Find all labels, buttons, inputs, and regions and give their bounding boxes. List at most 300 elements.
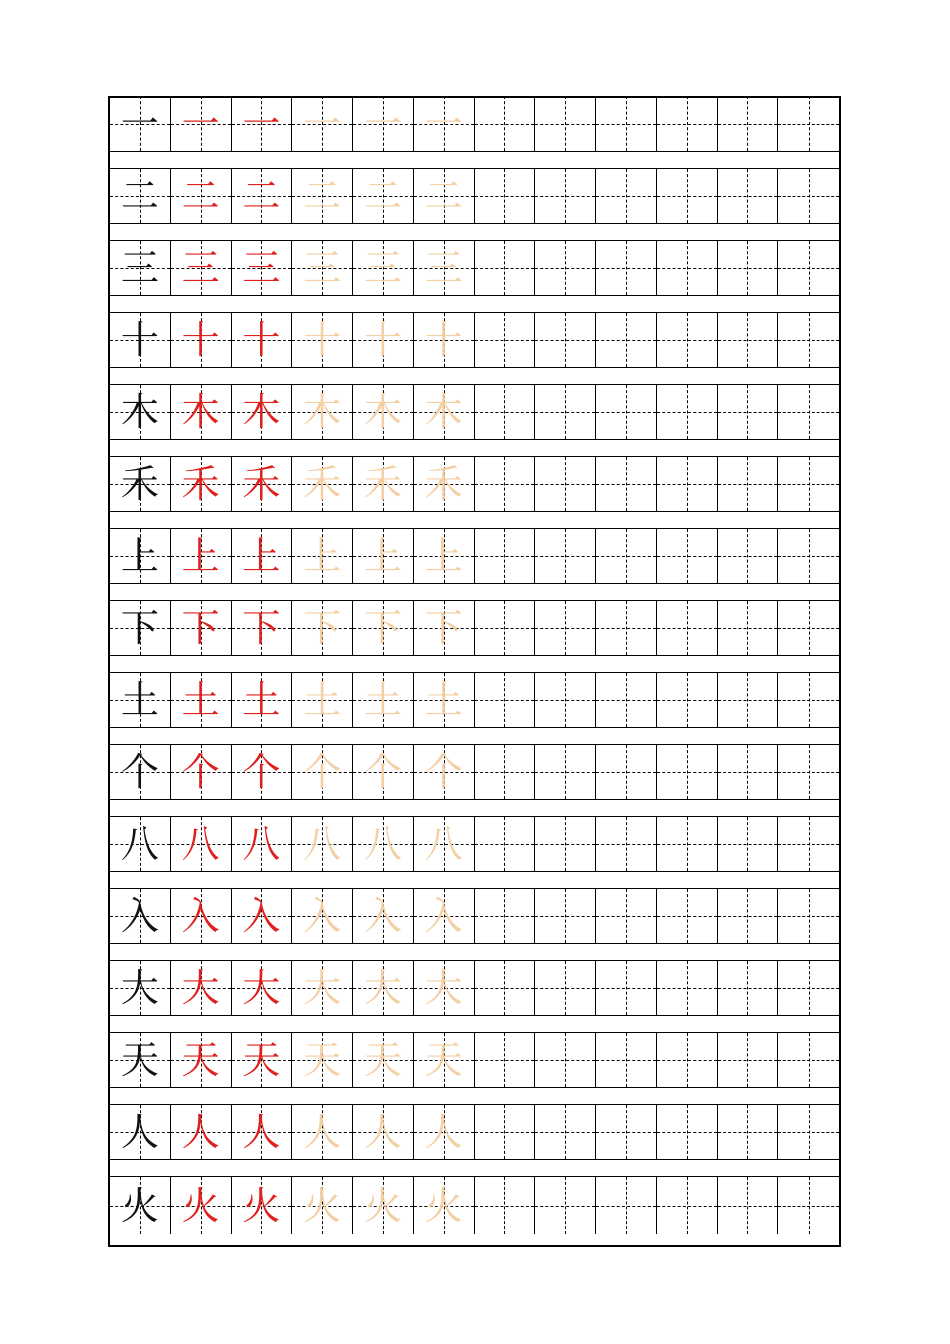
vertical-guide-line: [565, 1177, 566, 1234]
trace-character: 八: [363, 822, 402, 866]
vertical-guide-line: [504, 1033, 505, 1087]
model-character: 土: [120, 678, 159, 722]
vertical-guide-line: [626, 457, 627, 511]
vertical-guide-line: [504, 241, 505, 295]
blank-practice-cell[interactable]: [475, 457, 536, 511]
practice-row: [110, 168, 839, 224]
trace-character: 人: [424, 1110, 463, 1154]
tracing-cell: [292, 385, 353, 439]
blank-practice-cell[interactable]: [596, 745, 657, 799]
tracing-cell: [292, 313, 353, 367]
practice-row: [110, 672, 839, 728]
blank-practice-cell[interactable]: [718, 313, 779, 367]
model-character: 天: [120, 1038, 159, 1082]
tracing-cell: [232, 529, 293, 583]
trace-character: 个: [363, 750, 402, 794]
blank-practice-cell[interactable]: [718, 385, 779, 439]
tracing-cell: [353, 601, 414, 655]
tracing-cell: [353, 457, 414, 511]
tracing-cell: [414, 1105, 475, 1159]
vertical-guide-line: [809, 1177, 810, 1234]
blank-practice-cell[interactable]: [657, 1177, 718, 1234]
model-character-cell: [110, 169, 171, 223]
tracing-cell: [353, 313, 414, 367]
trace-character: 土: [363, 678, 402, 722]
tracing-cell: [414, 961, 475, 1015]
blank-practice-cell[interactable]: [657, 745, 718, 799]
tracing-cell: [414, 1177, 475, 1234]
blank-practice-cell[interactable]: [778, 457, 839, 511]
trace-character: 禾: [424, 462, 463, 506]
vertical-guide-line: [809, 96, 810, 151]
tracing-cell: [414, 817, 475, 871]
tracing-cell: [232, 673, 293, 727]
vertical-guide-line: [809, 673, 810, 727]
blank-practice-cell[interactable]: [535, 457, 596, 511]
model-character-cell: [110, 241, 171, 295]
blank-practice-cell[interactable]: [535, 601, 596, 655]
blank-practice-cell[interactable]: [475, 745, 536, 799]
blank-practice-cell[interactable]: [718, 817, 779, 871]
vertical-guide-line: [747, 529, 748, 583]
trace-character: 禾: [363, 462, 402, 506]
vertical-guide-line: [565, 457, 566, 511]
trace-character: 土: [242, 678, 281, 722]
blank-practice-cell[interactable]: [718, 529, 779, 583]
vertical-guide-line: [809, 817, 810, 871]
tracing-cell: [292, 745, 353, 799]
blank-practice-cell[interactable]: [535, 1033, 596, 1087]
tracing-cell: [353, 96, 414, 151]
vertical-guide-line: [747, 817, 748, 871]
blank-practice-cell[interactable]: [535, 385, 596, 439]
trace-character: 天: [181, 1038, 220, 1082]
trace-character: 木: [363, 390, 402, 434]
trace-character: 一: [363, 101, 402, 146]
tracing-cell: [353, 673, 414, 727]
trace-character: 二: [303, 174, 342, 218]
vertical-guide-line: [687, 457, 688, 511]
blank-practice-cell[interactable]: [596, 169, 657, 223]
model-character: 入: [120, 894, 159, 938]
vertical-guide-line: [809, 1033, 810, 1087]
blank-practice-cell[interactable]: [657, 457, 718, 511]
blank-practice-cell[interactable]: [718, 457, 779, 511]
tracing-cell: [171, 1177, 232, 1234]
blank-practice-cell[interactable]: [657, 1105, 718, 1159]
vertical-guide-line: [809, 961, 810, 1015]
trace-character: 下: [303, 606, 342, 650]
vertical-guide-line: [809, 385, 810, 439]
blank-practice-cell[interactable]: [475, 1105, 536, 1159]
trace-character: 下: [424, 606, 463, 650]
blank-practice-cell[interactable]: [475, 817, 536, 871]
blank-practice-cell[interactable]: [596, 1177, 657, 1234]
blank-practice-cell[interactable]: [718, 169, 779, 223]
blank-practice-cell[interactable]: [718, 673, 779, 727]
tracing-cell: [292, 817, 353, 871]
blank-practice-cell[interactable]: [535, 1105, 596, 1159]
blank-practice-cell[interactable]: [596, 457, 657, 511]
tracing-cell: [353, 1105, 414, 1159]
blank-practice-cell[interactable]: [596, 385, 657, 439]
vertical-guide-line: [809, 745, 810, 799]
model-character: 禾: [120, 462, 159, 506]
trace-character: 火: [303, 1183, 342, 1228]
blank-practice-cell[interactable]: [535, 1177, 596, 1234]
blank-practice-cell[interactable]: [778, 241, 839, 295]
tracing-cell: [232, 457, 293, 511]
vertical-guide-line: [747, 1177, 748, 1234]
vertical-guide-line: [687, 529, 688, 583]
vertical-guide-line: [565, 169, 566, 223]
trace-character: 大: [181, 966, 220, 1010]
trace-character: 二: [363, 174, 402, 218]
model-character: 三: [120, 246, 159, 290]
tracing-cell: [292, 961, 353, 1015]
trace-character: 木: [242, 390, 281, 434]
practice-row: [110, 240, 839, 296]
trace-character: 十: [181, 318, 220, 362]
blank-practice-cell[interactable]: [535, 313, 596, 367]
blank-practice-cell[interactable]: [778, 1105, 839, 1159]
vertical-guide-line: [504, 817, 505, 871]
vertical-guide-line: [747, 1105, 748, 1159]
trace-character: 大: [242, 966, 281, 1010]
trace-character: 上: [363, 534, 402, 578]
practice-row: [110, 1104, 839, 1160]
vertical-guide-line: [687, 1177, 688, 1234]
model-character-cell: [110, 457, 171, 511]
vertical-guide-line: [565, 745, 566, 799]
blank-practice-cell[interactable]: [657, 1033, 718, 1087]
blank-practice-cell[interactable]: [475, 241, 536, 295]
trace-character: 十: [424, 318, 463, 362]
tracing-cell: [171, 961, 232, 1015]
practice-row: [110, 600, 839, 656]
model-character: 二: [120, 174, 159, 218]
trace-character: 个: [181, 750, 220, 794]
blank-practice-cell[interactable]: [475, 529, 536, 583]
blank-practice-cell[interactable]: [535, 889, 596, 943]
blank-practice-cell[interactable]: [596, 1105, 657, 1159]
tracing-cell: [232, 1177, 293, 1234]
blank-practice-cell[interactable]: [718, 961, 779, 1015]
blank-practice-cell[interactable]: [596, 313, 657, 367]
tracing-cell: [232, 601, 293, 655]
vertical-guide-line: [626, 889, 627, 943]
vertical-guide-line: [626, 961, 627, 1015]
blank-practice-cell[interactable]: [778, 745, 839, 799]
model-character-cell: [110, 817, 171, 871]
trace-character: 个: [242, 750, 281, 794]
tracing-cell: [292, 241, 353, 295]
blank-practice-cell[interactable]: [657, 961, 718, 1015]
tracing-cell: [414, 96, 475, 151]
trace-character: 上: [242, 534, 281, 578]
vertical-guide-line: [504, 96, 505, 151]
vertical-guide-line: [565, 961, 566, 1015]
vertical-guide-line: [747, 169, 748, 223]
blank-practice-cell[interactable]: [657, 529, 718, 583]
model-character-cell: [110, 1033, 171, 1087]
vertical-guide-line: [809, 529, 810, 583]
vertical-guide-line: [747, 889, 748, 943]
vertical-guide-line: [687, 169, 688, 223]
model-character-cell: [110, 961, 171, 1015]
vertical-guide-line: [809, 313, 810, 367]
vertical-guide-line: [504, 745, 505, 799]
trace-character: 入: [363, 894, 402, 938]
tracing-cell: [292, 673, 353, 727]
trace-character: 入: [303, 894, 342, 938]
model-character: 上: [120, 534, 159, 578]
tracing-cell: [232, 1105, 293, 1159]
tracing-cell: [292, 1105, 353, 1159]
model-character-cell: [110, 601, 171, 655]
trace-character: 个: [424, 750, 463, 794]
tracing-cell: [171, 1105, 232, 1159]
tracing-cell: [232, 169, 293, 223]
trace-character: 入: [242, 894, 281, 938]
vertical-guide-line: [687, 1033, 688, 1087]
trace-character: 人: [181, 1110, 220, 1154]
vertical-guide-line: [504, 601, 505, 655]
trace-character: 一: [424, 101, 463, 146]
blank-practice-cell[interactable]: [657, 889, 718, 943]
vertical-guide-line: [626, 385, 627, 439]
vertical-guide-line: [687, 961, 688, 1015]
blank-practice-cell[interactable]: [657, 601, 718, 655]
trace-character: 大: [363, 966, 402, 1010]
model-character-cell: [110, 673, 171, 727]
blank-practice-cell[interactable]: [778, 313, 839, 367]
blank-practice-cell[interactable]: [657, 241, 718, 295]
blank-practice-cell[interactable]: [475, 961, 536, 1015]
trace-character: 木: [181, 390, 220, 434]
trace-character: 十: [363, 318, 402, 362]
blank-practice-cell[interactable]: [778, 529, 839, 583]
trace-character: 天: [363, 1038, 402, 1082]
blank-practice-cell[interactable]: [596, 817, 657, 871]
trace-character: 三: [181, 246, 220, 290]
blank-practice-cell[interactable]: [535, 96, 596, 151]
tracing-cell: [232, 745, 293, 799]
blank-practice-cell[interactable]: [475, 1177, 536, 1234]
blank-practice-cell[interactable]: [475, 889, 536, 943]
trace-character: 火: [181, 1183, 220, 1228]
vertical-guide-line: [747, 745, 748, 799]
model-character: 八: [120, 822, 159, 866]
tracing-cell: [414, 457, 475, 511]
blank-practice-cell[interactable]: [657, 385, 718, 439]
tracing-cell: [171, 817, 232, 871]
trace-character: 天: [424, 1038, 463, 1082]
blank-practice-cell[interactable]: [718, 601, 779, 655]
trace-character: 十: [303, 318, 342, 362]
blank-practice-cell[interactable]: [596, 241, 657, 295]
vertical-guide-line: [809, 601, 810, 655]
trace-character: 火: [424, 1183, 463, 1228]
vertical-guide-line: [687, 313, 688, 367]
blank-practice-cell[interactable]: [535, 169, 596, 223]
tracing-cell: [232, 96, 293, 151]
trace-character: 八: [181, 822, 220, 866]
blank-practice-cell[interactable]: [535, 673, 596, 727]
trace-character: 大: [424, 966, 463, 1010]
vertical-guide-line: [809, 169, 810, 223]
blank-practice-cell[interactable]: [535, 745, 596, 799]
practice-row: [110, 1032, 839, 1088]
blank-practice-cell[interactable]: [535, 241, 596, 295]
blank-practice-cell[interactable]: [535, 817, 596, 871]
blank-practice-cell[interactable]: [596, 1033, 657, 1087]
practice-row: [110, 384, 839, 440]
trace-character: 上: [303, 534, 342, 578]
vertical-guide-line: [687, 889, 688, 943]
vertical-guide-line: [565, 889, 566, 943]
vertical-guide-line: [687, 1105, 688, 1159]
trace-character: 人: [242, 1110, 281, 1154]
blank-practice-cell[interactable]: [718, 1177, 779, 1234]
blank-practice-cell[interactable]: [535, 529, 596, 583]
vertical-guide-line: [747, 313, 748, 367]
vertical-guide-line: [504, 1177, 505, 1234]
tracing-cell: [414, 601, 475, 655]
blank-practice-cell[interactable]: [778, 961, 839, 1015]
tracing-cell: [414, 241, 475, 295]
blank-practice-cell[interactable]: [778, 385, 839, 439]
tracing-cell: [353, 889, 414, 943]
tracing-cell: [353, 1177, 414, 1234]
tracing-cell: [171, 241, 232, 295]
blank-practice-cell[interactable]: [778, 169, 839, 223]
blank-practice-cell[interactable]: [718, 1105, 779, 1159]
blank-practice-cell[interactable]: [778, 1177, 839, 1234]
blank-practice-cell[interactable]: [718, 96, 779, 151]
blank-practice-cell[interactable]: [718, 889, 779, 943]
tracing-cell: [353, 241, 414, 295]
blank-practice-cell[interactable]: [475, 673, 536, 727]
trace-character: 八: [242, 822, 281, 866]
trace-character: 禾: [181, 462, 220, 506]
blank-practice-cell[interactable]: [718, 745, 779, 799]
vertical-guide-line: [504, 385, 505, 439]
blank-practice-cell[interactable]: [475, 385, 536, 439]
practice-row: [110, 960, 839, 1016]
blank-practice-cell[interactable]: [475, 601, 536, 655]
trace-character: 一: [303, 101, 342, 146]
vertical-guide-line: [809, 457, 810, 511]
blank-practice-cell[interactable]: [657, 169, 718, 223]
vertical-guide-line: [565, 1033, 566, 1087]
blank-practice-cell[interactable]: [778, 96, 839, 151]
tracing-cell: [292, 96, 353, 151]
model-character: 木: [120, 390, 159, 434]
tracing-cell: [292, 1177, 353, 1234]
blank-practice-cell[interactable]: [535, 961, 596, 1015]
vertical-guide-line: [565, 96, 566, 151]
blank-practice-cell[interactable]: [718, 241, 779, 295]
blank-practice-cell[interactable]: [657, 817, 718, 871]
trace-character: 二: [424, 174, 463, 218]
blank-practice-cell[interactable]: [657, 313, 718, 367]
practice-row: [110, 816, 839, 872]
practice-row: [110, 528, 839, 584]
blank-practice-cell[interactable]: [596, 529, 657, 583]
model-character: 十: [120, 318, 159, 362]
practice-row: [110, 312, 839, 368]
trace-character: 木: [424, 390, 463, 434]
vertical-guide-line: [626, 1177, 627, 1234]
practice-row: [110, 888, 839, 944]
blank-practice-cell[interactable]: [475, 313, 536, 367]
blank-practice-cell[interactable]: [778, 673, 839, 727]
tracing-cell: [171, 385, 232, 439]
blank-practice-cell[interactable]: [475, 96, 536, 151]
vertical-guide-line: [565, 385, 566, 439]
blank-practice-cell[interactable]: [596, 673, 657, 727]
blank-practice-cell[interactable]: [657, 673, 718, 727]
vertical-guide-line: [747, 96, 748, 151]
tracing-cell: [292, 1033, 353, 1087]
blank-practice-cell[interactable]: [475, 1033, 536, 1087]
model-character: 个: [120, 750, 159, 794]
trace-character: 三: [363, 246, 402, 290]
tracing-cell: [171, 601, 232, 655]
tracing-cell: [353, 529, 414, 583]
blank-practice-cell[interactable]: [718, 1033, 779, 1087]
trace-character: 二: [181, 174, 220, 218]
blank-practice-cell[interactable]: [596, 889, 657, 943]
trace-character: 三: [242, 246, 281, 290]
trace-character: 下: [181, 606, 220, 650]
trace-character: 火: [363, 1183, 402, 1228]
tracing-cell: [232, 817, 293, 871]
vertical-guide-line: [504, 313, 505, 367]
vertical-guide-line: [687, 817, 688, 871]
blank-practice-cell[interactable]: [657, 96, 718, 151]
blank-practice-cell[interactable]: [596, 96, 657, 151]
tracing-cell: [232, 241, 293, 295]
vertical-guide-line: [687, 745, 688, 799]
vertical-guide-line: [504, 457, 505, 511]
vertical-guide-line: [626, 529, 627, 583]
vertical-guide-line: [565, 601, 566, 655]
vertical-guide-line: [809, 241, 810, 295]
tracing-cell: [171, 889, 232, 943]
tracing-cell: [171, 529, 232, 583]
blank-practice-cell[interactable]: [778, 817, 839, 871]
blank-practice-cell[interactable]: [596, 601, 657, 655]
blank-practice-cell[interactable]: [596, 961, 657, 1015]
blank-practice-cell[interactable]: [778, 889, 839, 943]
blank-practice-cell[interactable]: [475, 169, 536, 223]
blank-practice-cell[interactable]: [778, 601, 839, 655]
trace-character: 人: [363, 1110, 402, 1154]
model-character: 下: [120, 606, 159, 650]
trace-character: 个: [303, 750, 342, 794]
trace-character: 禾: [242, 462, 281, 506]
vertical-guide-line: [747, 1033, 748, 1087]
tracing-cell: [414, 313, 475, 367]
blank-practice-cell[interactable]: [778, 1033, 839, 1087]
vertical-guide-line: [687, 673, 688, 727]
tracing-cell: [414, 385, 475, 439]
tracing-cell: [292, 601, 353, 655]
trace-character: 土: [424, 678, 463, 722]
tracing-cell: [232, 1033, 293, 1087]
